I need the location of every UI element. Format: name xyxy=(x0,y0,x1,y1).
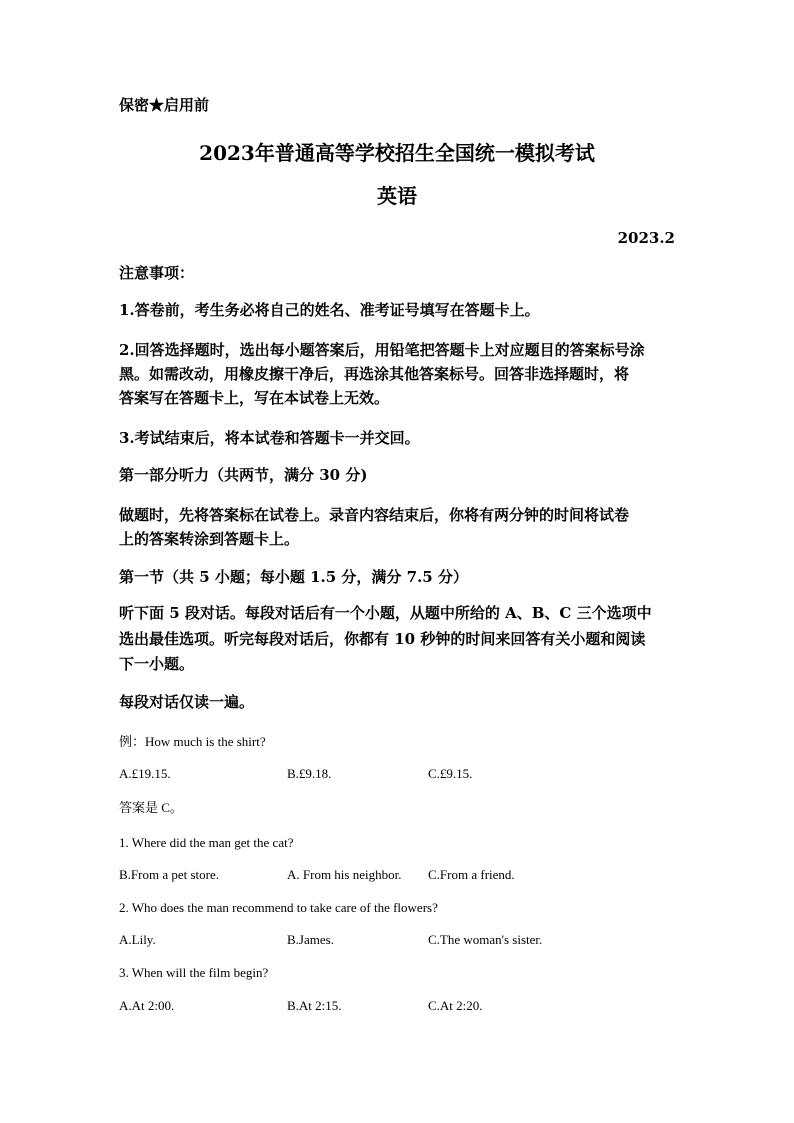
part1-instruction-line-1: 做题时，先将答案标在试卷上。录音内容结束后，你将有两分钟的时间将试卷 xyxy=(119,506,630,524)
example-question: 例：How much is the shirt? xyxy=(119,734,266,749)
question-3-option-2: B.At 2:15. xyxy=(287,998,342,1013)
exam-date: 2023.2 xyxy=(617,229,675,247)
example-answer: 答案是 C。 xyxy=(119,800,183,815)
exam-title: 2023年普通高等学校招生全国统一模拟考试 xyxy=(199,141,595,165)
notice-item-2-line-2: 黑。如需改动，用橡皮擦干净后，再选涂其他答案标号。回答非选择题时，将 xyxy=(119,365,630,383)
notice-item-1: 1.答卷前，考生务必将自己的姓名、准考证号填写在答题卡上。 xyxy=(119,301,540,319)
question-2-option-3: C.The woman's sister. xyxy=(428,932,543,947)
section1-heading: 第一节（共 5 小题；每小题 1.5 分，满分 7.5 分） xyxy=(119,568,468,586)
notice-item-3: 3.考试结束后，将本试卷和答题卡一并交回。 xyxy=(119,429,420,447)
section1-instruction-line-3: 下一小题。 xyxy=(119,655,195,673)
question-2: 2. Who does the man recommend to take care of the flowers? xyxy=(119,900,438,915)
question-1-option-1: B.From a pet store. xyxy=(119,867,220,882)
question-1: 1. Where did the man get the cat? xyxy=(119,835,294,850)
notice-item-2-line-1: 2.回答选择题时，选出每小题答案后，用铅笔把答题卡上对应题目的答案标号涂 xyxy=(119,341,645,359)
confidential-label: 保密★启用前 xyxy=(119,96,210,114)
question-2-option-2: B.James. xyxy=(287,932,334,947)
question-3: 3. When will the film begin? xyxy=(119,965,269,980)
example-option-c: C.£9.15. xyxy=(428,766,473,781)
example-option-b: B.£9.18. xyxy=(287,766,332,781)
section1-instruction-line-1: 听下面 5 段对话。每段对话后有一个小题，从题中所给的 A、B、C 三个选项中 xyxy=(119,604,652,622)
question-3-option-3: C.At 2:20. xyxy=(428,998,483,1013)
question-3-option-1: A.At 2:00. xyxy=(119,998,175,1013)
notice-item-2-line-3: 答案写在答题卡上，写在本试卷上无效。 xyxy=(119,389,390,407)
part1-heading: 第一部分听力（共两节，满分 30 分) xyxy=(119,466,368,484)
example-option-a: A.£19.15. xyxy=(119,766,171,781)
notice-heading: 注意事项： xyxy=(119,264,195,282)
question-1-option-2: A. From his neighbor. xyxy=(287,867,402,882)
subject-title: 英语 xyxy=(377,184,417,208)
section1-instruction-line-2: 选出最佳选项。听完每段对话后，你都有 10 秒钟的时间来回答有关小题和阅读 xyxy=(119,630,646,648)
part1-instruction-line-2: 上的答案转涂到答题卡上。 xyxy=(119,530,300,548)
read-once-note: 每段对话仅读一遍。 xyxy=(119,693,255,711)
question-1-option-3: C.From a friend. xyxy=(428,867,515,882)
question-2-option-1: A.Lily. xyxy=(119,932,156,947)
